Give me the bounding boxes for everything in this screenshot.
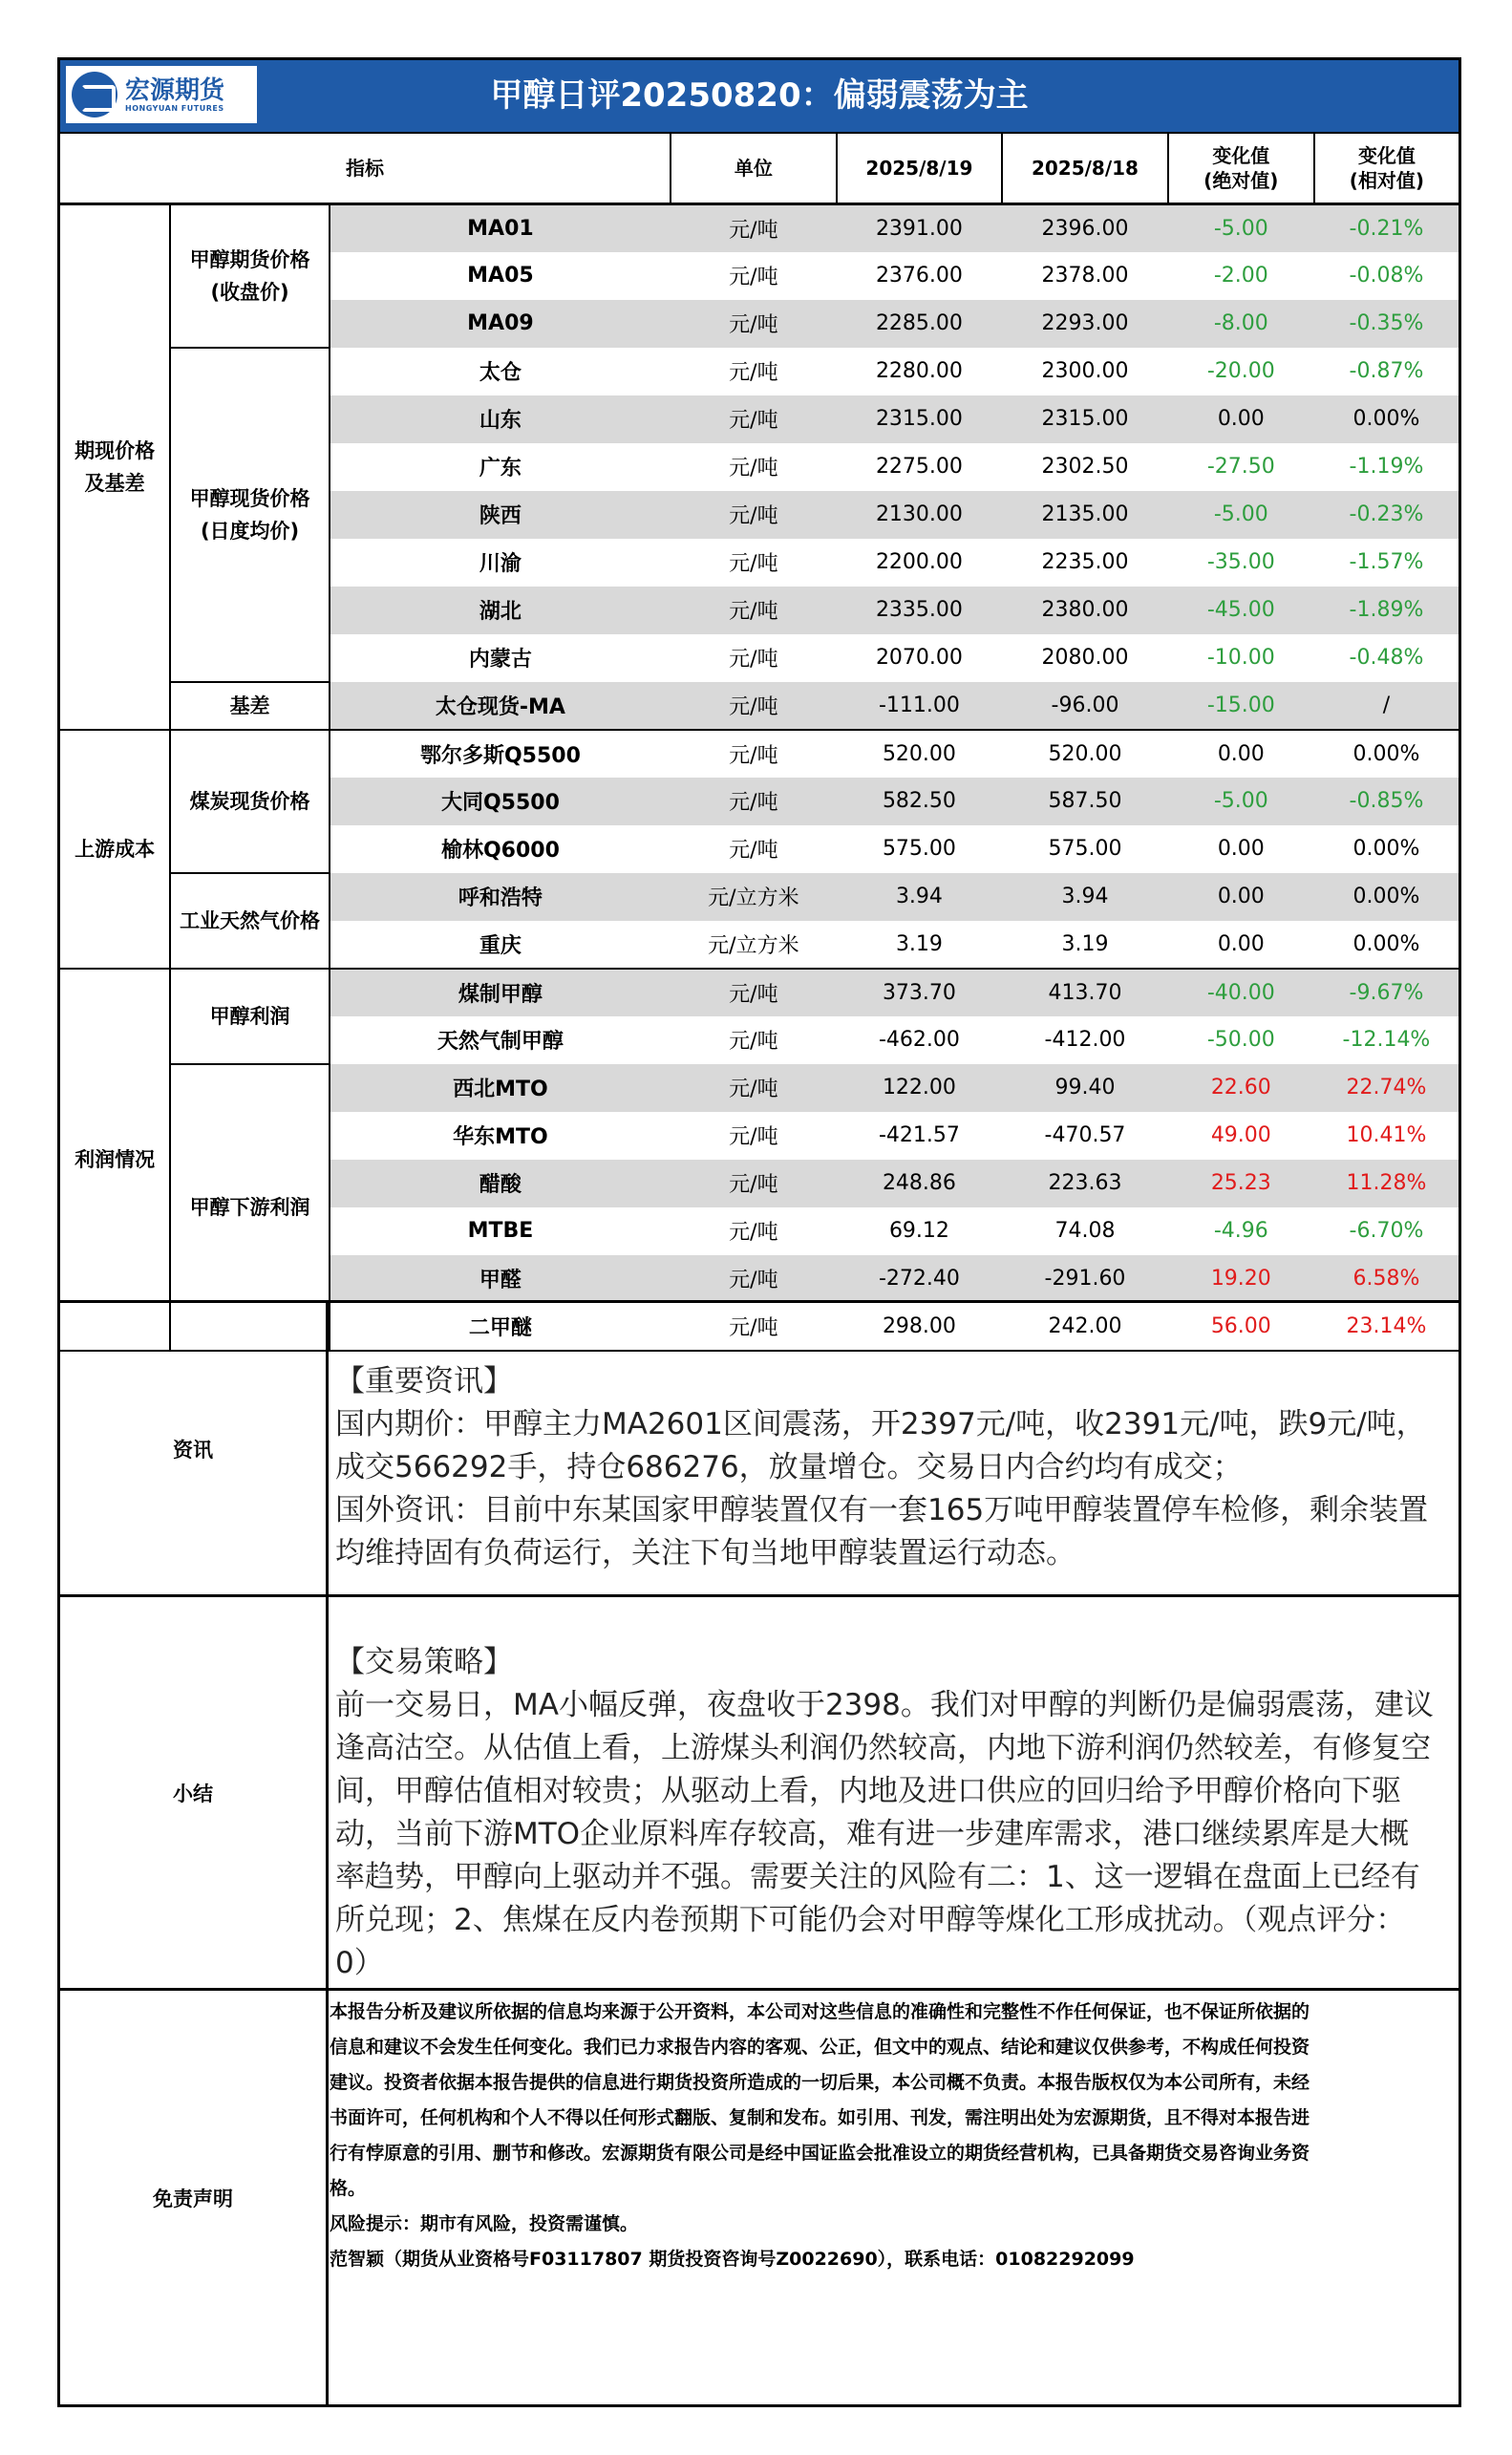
value-date1: 2130.00	[837, 491, 1003, 539]
value-date2: 242.00	[1002, 1303, 1168, 1351]
abs-change: -35.00	[1206, 550, 1275, 574]
rel-change: -6.70%	[1349, 1219, 1424, 1243]
summary-line: 动，当前下游MTO企业原料库存较高，难有进一步建库需求，港口继续累库是大概	[335, 1817, 1410, 1851]
abs-change: -5.00	[1168, 778, 1314, 825]
indicator-table	[60, 132, 1459, 1352]
disclaimer-line: 建议。投资者依据本报告提供的信息进行期货投资所造成的一切后果，本公司概不负责。本报告版权仅为本公司所有，未经	[330, 2072, 1310, 2093]
rel-change: -0.35%	[1314, 300, 1459, 348]
unit-cell: 元/吨	[671, 395, 837, 443]
indicator-name: 煤制甲醇	[330, 969, 671, 1016]
summary-line: 前一交易日，MA小幅反弹，夜盘收于2398。我们对甲醇的判断仍是偏弱震荡，建议	[335, 1688, 1434, 1722]
page-title: 甲醇日评20250820：偏弱震荡为主	[490, 76, 1029, 115]
value-date2: 2378.00	[1041, 264, 1129, 288]
indicator-name: 西北MTO	[330, 1064, 671, 1112]
title-bar	[60, 60, 1459, 132]
unit-cell: 元/吨	[729, 266, 778, 289]
report-sheet	[57, 57, 1461, 2407]
indicator-name: 鄂尔多斯Q5500	[419, 743, 581, 768]
summary-line: 间，甲醇估值相对较贵；从驱动上看，内地及进口供应的回归给予甲醇价格向下驱	[335, 1774, 1401, 1808]
value-date2: 74.08	[1054, 1219, 1116, 1243]
unit-cell: 元/吨	[671, 1303, 837, 1351]
unit-cell: 元/吨	[671, 1255, 837, 1303]
value-date2: 587.50	[1002, 778, 1168, 825]
disclaimer-section	[60, 1988, 1459, 2404]
unit-cell: 元/吨	[671, 204, 837, 252]
indicator-name: MA09	[330, 300, 671, 348]
value-date1: -272.40	[837, 1255, 1003, 1303]
abs-change: 56.00	[1168, 1303, 1314, 1351]
news-label: 资讯	[60, 1303, 329, 1594]
value-date1: -421.57	[878, 1123, 960, 1147]
rel-change: -0.21%	[1314, 204, 1459, 252]
value-date2: 2293.00	[1002, 300, 1168, 348]
disclaimer-line: 行有悖原意的引用、删节和修改。宏源期货有限公司是经中国证监会批准设立的期货经营机构，已具备期货交易咨询业务资	[330, 2143, 1310, 2164]
unit-cell: 元/吨	[671, 587, 837, 634]
summary-line: 率趋势，甲醇向上驱动并不强。需要关注的风险有二：1、这一逻辑在盘面上已经有	[335, 1860, 1420, 1894]
summary-line: 所兑现；2、焦煤在反内卷预期下可能仍会对甲醇等煤化工形成扰动。（观点评分：	[335, 1903, 1406, 1937]
disclaimer-line: 风险提示：期市有风险，投资需谨慎。	[330, 2213, 639, 2234]
value-date1: 3.19	[837, 921, 1003, 969]
value-date2: 575.00	[1048, 837, 1122, 861]
unit-cell: 元/吨	[729, 648, 778, 672]
col-header-date1: 2025/8/19	[837, 133, 1003, 204]
rel-change: /	[1314, 682, 1459, 730]
table-row	[60, 348, 1459, 395]
value-date1: 2285.00	[837, 300, 1003, 348]
indicator-name: 太仓	[479, 361, 522, 385]
rel-change: 0.00%	[1352, 741, 1420, 766]
abs-change: -2.00	[1213, 264, 1268, 288]
rel-change: -1.89%	[1314, 587, 1459, 634]
group-label: 利润情况	[60, 969, 170, 1351]
subgroup-label: 甲醇现货价格 (日度均价)	[170, 348, 329, 682]
news-line: 国内期价：甲醇主力MA2601区间震荡，开2397元/吨，收2391元/吨，跌9元/吨，	[335, 1407, 1426, 1441]
value-date1: 520.00	[882, 741, 956, 766]
value-date1: 3.94	[837, 873, 1003, 921]
rel-change: -0.08%	[1349, 264, 1424, 288]
disclaimer-label: 免责声明	[60, 1991, 329, 2404]
unit-cell: 元/吨	[729, 457, 778, 480]
logo-name: 宏源期货	[125, 75, 225, 105]
unit-cell: 元/吨	[671, 300, 837, 348]
subgroup-label: 工业天然气价格	[170, 873, 329, 969]
abs-change: 19.20	[1168, 1255, 1314, 1303]
indicator-name: 湖北	[330, 587, 671, 634]
subgroup-label: 甲醇下游利润	[170, 1064, 329, 1351]
indicator-name: 醋酸	[330, 1160, 671, 1207]
value-date2: -412.00	[1044, 1028, 1126, 1052]
abs-change: -5.00	[1168, 204, 1314, 252]
table-row	[60, 682, 1459, 730]
unit-cell: 元/吨	[671, 682, 837, 730]
logo-english: HONGYUAN FUTURES	[125, 103, 224, 113]
abs-change: -10.00	[1206, 646, 1275, 670]
value-date2: 3.19	[1002, 921, 1168, 969]
value-date1: 69.12	[888, 1219, 949, 1243]
value-date1: 298.00	[837, 1303, 1003, 1351]
value-date2: 2380.00	[1002, 587, 1168, 634]
summary-heading: 【交易策略】	[335, 1645, 513, 1679]
abs-change: 49.00	[1210, 1123, 1271, 1147]
value-date2: -291.60	[1002, 1255, 1168, 1303]
table-row	[60, 204, 1459, 252]
unit-cell: 元/立方米	[671, 921, 837, 969]
unit-cell: 元/立方米	[671, 873, 837, 921]
value-date2: 2315.00	[1002, 395, 1168, 443]
unit-cell: 元/吨	[729, 839, 778, 863]
abs-change: 0.00	[1168, 921, 1314, 969]
value-date1: 2200.00	[875, 550, 963, 574]
abs-change: -4.96	[1213, 1219, 1268, 1243]
rel-change: -1.57%	[1349, 550, 1424, 574]
abs-change: -50.00	[1206, 1028, 1275, 1052]
col-header-abs-change: 变化值 (绝对值)	[1168, 133, 1314, 204]
rel-change: -12.14%	[1342, 1028, 1431, 1052]
indicator-name: MTBE	[467, 1219, 534, 1243]
abs-change: -15.00	[1168, 682, 1314, 730]
value-date2: 3.94	[1002, 873, 1168, 921]
value-date2: -470.57	[1044, 1123, 1126, 1147]
table-row	[60, 730, 1459, 778]
abs-change: 25.23	[1168, 1160, 1314, 1207]
value-date2: 2396.00	[1002, 204, 1168, 252]
value-date1: -462.00	[878, 1028, 960, 1052]
abs-change: 22.60	[1168, 1064, 1314, 1112]
disclaimer-line: 信息和建议不会发生任何变化。我们已力求报告内容的客观、公正，但文中的观点、结论和建议仅供参考，不构成任何投资	[330, 2037, 1310, 2058]
rel-change: 0.00%	[1314, 873, 1459, 921]
value-date1: 122.00	[837, 1064, 1003, 1112]
col-header-unit: 单位	[671, 133, 837, 204]
subgroup-label: 基差	[170, 682, 329, 730]
col-header-rel-change: 变化值 (相对值)	[1314, 133, 1459, 204]
table-row	[60, 873, 1459, 921]
unit-cell: 元/吨	[729, 361, 778, 385]
unit-cell: 元/吨	[671, 491, 837, 539]
value-date2: 2135.00	[1002, 491, 1168, 539]
unit-cell: 元/吨	[729, 552, 778, 576]
rel-change: -0.85%	[1314, 778, 1459, 825]
value-date1: 2391.00	[837, 204, 1003, 252]
value-date1: 582.50	[837, 778, 1003, 825]
unit-cell: 元/吨	[729, 743, 778, 768]
subgroup-label: 甲醇期货价格 (收盘价)	[170, 204, 329, 348]
abs-change: -45.00	[1168, 587, 1314, 634]
abs-change: -5.00	[1168, 491, 1314, 539]
news-text	[335, 1360, 1449, 1575]
group-label: 上游成本	[60, 730, 170, 969]
rel-change: 6.58%	[1314, 1255, 1459, 1303]
abs-change: 0.00	[1217, 741, 1265, 766]
rel-change: 10.41%	[1346, 1123, 1427, 1147]
disclaimer-line: 格。	[330, 2178, 367, 2199]
rel-change: 0.00%	[1314, 921, 1459, 969]
value-date2: 99.40	[1002, 1064, 1168, 1112]
unit-cell: 元/吨	[729, 1221, 778, 1245]
table-header	[60, 133, 1459, 204]
summary-text	[335, 1641, 1449, 1985]
indicator-name: MA01	[330, 204, 671, 252]
col-header-date2: 2025/8/18	[1002, 133, 1168, 204]
abs-change: -27.50	[1206, 455, 1275, 479]
news-line: 国外资讯：目前中东某国家甲醇装置仅有一套165万吨甲醇装置停车检修，剩余装置	[335, 1493, 1429, 1527]
abs-change: 0.00	[1217, 837, 1265, 861]
value-date1: 373.70	[837, 969, 1003, 1016]
value-date2: 223.63	[1002, 1160, 1168, 1207]
rel-change: 11.28%	[1314, 1160, 1459, 1207]
news-heading: 【重要资讯】	[335, 1364, 513, 1398]
unit-cell: 元/吨	[671, 1064, 837, 1112]
indicator-name: MA05	[467, 264, 534, 288]
disclaimer-text	[330, 1995, 1449, 2277]
table-row	[60, 1064, 1459, 1112]
value-date2: 2300.00	[1041, 359, 1129, 383]
summary-label: 小结	[60, 1597, 329, 1988]
rel-change: 23.14%	[1314, 1303, 1459, 1351]
indicator-name: 太仓现货-MA	[330, 682, 671, 730]
unit-cell: 元/吨	[671, 1160, 837, 1207]
value-date1: 248.86	[837, 1160, 1003, 1207]
indicator-name: 华东MTO	[453, 1125, 548, 1149]
unit-cell: 元/吨	[729, 1030, 778, 1054]
unit-cell: 元/吨	[671, 969, 837, 1016]
value-date1: 2070.00	[875, 646, 963, 670]
value-date1: 2275.00	[875, 455, 963, 479]
indicator-name: 川渝	[479, 552, 522, 576]
indicator-name: 陕西	[330, 491, 671, 539]
unit-cell: 元/吨	[671, 778, 837, 825]
indicator-name: 甲醛	[330, 1255, 671, 1303]
value-date2: 413.70	[1002, 969, 1168, 1016]
indicator-name: 广东	[479, 457, 522, 480]
rel-change: 0.00%	[1352, 837, 1420, 861]
summary-line: 0）	[335, 1946, 384, 1980]
value-date1: 2376.00	[875, 264, 963, 288]
rel-change: -0.48%	[1349, 646, 1424, 670]
value-date2: 2302.50	[1041, 455, 1129, 479]
disclaimer-line: 书面许可，任何机构和个人不得以任何形式翻版、复制和发布。如引用、刊发，需注明出处为宏源期货，且不得对本报告进	[330, 2107, 1310, 2128]
subgroup-label: 煤炭现货价格	[170, 730, 329, 873]
abs-change: -20.00	[1206, 359, 1275, 383]
abs-change: 0.00	[1168, 873, 1314, 921]
abs-change: -8.00	[1168, 300, 1314, 348]
value-date2: 2080.00	[1041, 646, 1129, 670]
summary-line: 逢高沽空。从估值上看，上游煤头利润仍然较高，内地下游利润仍然较差，有修复空	[335, 1731, 1431, 1765]
col-header-indicator: 指标	[60, 133, 671, 204]
indicator-name: 山东	[330, 395, 671, 443]
value-date1: 2315.00	[837, 395, 1003, 443]
unit-cell: 元/吨	[729, 1125, 778, 1149]
news-section	[60, 1300, 1459, 1594]
value-date1: -111.00	[837, 682, 1003, 730]
value-date2: 2235.00	[1041, 550, 1129, 574]
indicator-name: 二甲醚	[330, 1303, 671, 1351]
abs-change: -40.00	[1168, 969, 1314, 1016]
rel-change: 22.74%	[1314, 1064, 1459, 1112]
value-date1: 575.00	[882, 837, 956, 861]
indicator-name: 天然气制甲醇	[437, 1030, 564, 1054]
table-row	[60, 969, 1459, 1016]
disclaimer-line: 范智颖（期货从业资格号F03117807 期货投资咨询号Z0022690），联系电话：01082292099	[330, 2249, 1135, 2270]
indicator-name: 榆林Q6000	[440, 839, 560, 863]
rel-change: 0.00%	[1314, 395, 1459, 443]
indicator-name: 内蒙古	[468, 648, 532, 672]
rel-change: -0.23%	[1314, 491, 1459, 539]
value-date2: 520.00	[1048, 741, 1122, 766]
subgroup-label: 甲醇利润	[170, 969, 329, 1064]
value-date1: 2280.00	[875, 359, 963, 383]
value-date1: 2335.00	[837, 587, 1003, 634]
news-line: 成交566292手，持仓686276，放量增仓。交易日内合约均有成交；	[335, 1450, 1243, 1484]
abs-change: 0.00	[1168, 395, 1314, 443]
group-label: 期现价格 及基差	[60, 204, 170, 730]
indicator-name: 大同Q5500	[330, 778, 671, 825]
rel-change: -0.87%	[1349, 359, 1424, 383]
news-line: 均维持固有负荷运行，关注下旬当地甲醇装置运行动态。	[335, 1536, 1075, 1570]
summary-section	[60, 1594, 1459, 1988]
rel-change: -1.19%	[1349, 455, 1424, 479]
value-date2: -96.00	[1002, 682, 1168, 730]
indicator-name: 重庆	[330, 921, 671, 969]
disclaimer-line: 本报告分析及建议所依据的信息均来源于公开资料，本公司对这些信息的准确性和完整性不作任何保证，也不保证所依据的	[330, 2001, 1310, 2022]
indicator-name: 呼和浩特	[330, 873, 671, 921]
rel-change: -9.67%	[1314, 969, 1459, 1016]
